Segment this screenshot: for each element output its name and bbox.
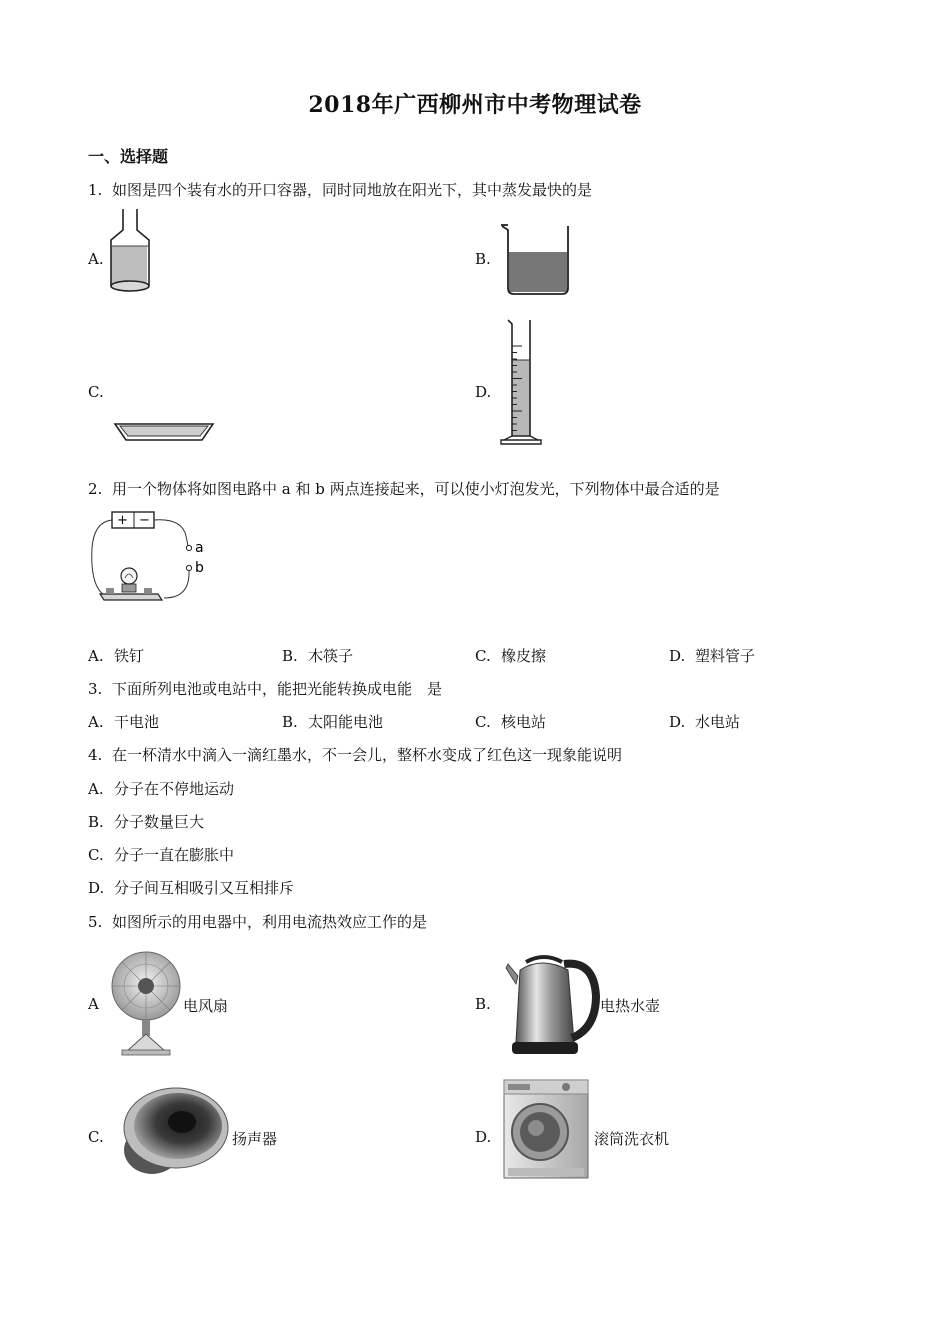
- page-title: 2018年广西柳州市中考物理试卷: [308, 92, 642, 118]
- question-text: 用一个物体将如图电路中 a 和 b 两点连接起来，可以使小灯泡发光，下列物体中最合适的是: [112, 480, 720, 498]
- q1-option-c-label: C.: [88, 383, 104, 401]
- q5-option-d-text: 滚筒洗衣机: [594, 1130, 670, 1148]
- shallow-dish-figure: [112, 420, 216, 446]
- electric-fan-icon: [108, 946, 184, 1060]
- question-4: [88, 744, 622, 765]
- loudspeaker-icon: [112, 1082, 230, 1182]
- question-text: 如图是四个装有水的开口容器，同时同地放在阳光下，其中蒸发最快的是: [112, 181, 593, 199]
- question-text: 如图所示的用电器中，利用电流热效应工作的是: [112, 913, 428, 931]
- lamp-base-icon: [100, 594, 162, 600]
- narrow-bottle-figure: [108, 206, 152, 296]
- q4-option-a: A. 分子在不停地运动: [88, 780, 235, 798]
- q5-option-c-label: C.: [88, 1128, 104, 1146]
- q2-option-d: D. 塑料管子: [669, 647, 756, 665]
- q5-option-c-text: 扬声器: [232, 1130, 278, 1148]
- q5-option-b-text: 电热水壶: [600, 997, 661, 1015]
- q5-option-d-label: D.: [475, 1128, 492, 1146]
- q3-option-d: D. 水电站: [669, 713, 741, 731]
- q3-option-a: A. 干电池: [88, 713, 160, 731]
- electric-kettle-icon: [502, 950, 600, 1060]
- light-bulb-icon: [121, 568, 137, 584]
- q4-option-d: D. 分子间互相吸引又互相排斥: [88, 879, 295, 897]
- q4-option-b: B. 分子数量巨大: [88, 813, 205, 831]
- q3-option-c: C. 核电站: [475, 713, 547, 731]
- q2-option-b: B. 木筷子: [282, 647, 354, 665]
- graduated-cylinder-figure: [496, 316, 546, 448]
- question-number: 2.: [88, 480, 103, 498]
- question-text: 在一杯清水中滴入一滴红墨水，不一会儿，整杯水变成了红色这一现象能说明: [112, 746, 623, 764]
- circuit-diagram: [86, 508, 216, 608]
- terminal-b-icon: [186, 565, 191, 570]
- terminal-a-label: a: [195, 540, 204, 556]
- q5-option-b-label: B.: [475, 995, 491, 1013]
- question-text: 下面所列电池或电站中，能把光能转换成电能 是: [112, 680, 443, 698]
- q2-option-c: C. 橡皮擦: [475, 647, 547, 665]
- q4-option-c: C. 分子一直在膨胀中: [88, 846, 235, 864]
- question-5: [88, 911, 427, 932]
- q1-option-d-label: D.: [475, 383, 492, 401]
- q1-option-b-label: B.: [475, 250, 491, 268]
- question-2: [88, 478, 720, 499]
- battery-plus-label: +: [117, 513, 128, 528]
- section-heading: 一、选择题: [88, 147, 169, 166]
- battery-minus-label: −: [139, 513, 150, 528]
- terminal-a-icon: [186, 545, 191, 550]
- beaker-figure: [500, 220, 574, 298]
- q5-option-a-label: A: [88, 995, 99, 1013]
- question-1: [88, 179, 592, 200]
- question-number: 4.: [88, 746, 103, 764]
- q3-option-b: B. 太阳能电池: [282, 713, 384, 731]
- washing-machine-icon: [500, 1076, 592, 1182]
- q2-option-a: A. 铁钉: [88, 647, 145, 665]
- question-3: [88, 678, 442, 699]
- question-number: 5.: [88, 913, 103, 931]
- question-number: 3.: [88, 680, 103, 698]
- q5-option-a-text: 电风扇: [183, 997, 229, 1015]
- terminal-b-label: b: [195, 560, 204, 576]
- question-number: 1.: [88, 181, 103, 199]
- q1-option-a-label: A.: [88, 250, 104, 268]
